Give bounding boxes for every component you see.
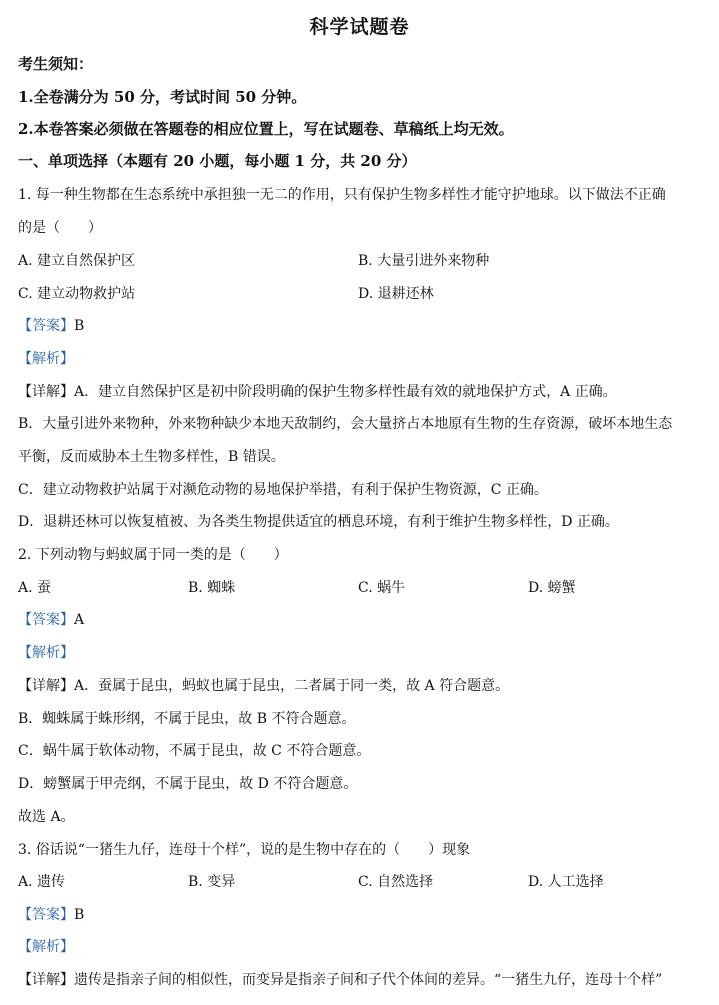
q3-detail-text: 遗传是指亲子间的相似性，而变异是指亲子间和子代个体间的差异。“一猪生九仔，连母十个样”	[74, 972, 663, 988]
q2-option-c: C. 蜗牛	[358, 580, 406, 596]
q2-option-d: D. 螃蟹	[528, 580, 576, 596]
q1-option-c: C. 建立动物救护站	[18, 286, 136, 302]
section-heading: 一、单项选择（本题有 20 小题，每小题 1 分，共 20 分）	[18, 152, 417, 170]
page-title: 科学试题卷	[309, 16, 410, 38]
q3-option-b: B. 变异	[188, 874, 236, 890]
q1-answer-tag: 【答案】	[18, 318, 74, 334]
q2-detail-a	[18, 676, 705, 696]
notice-item-2: 2.本卷答案必须做在答题卷的相应位置上，写在试题卷、草稿纸上均无效。	[18, 120, 514, 138]
q1-option-b: B. 大量引进外来物种	[358, 253, 490, 269]
q1-answer-row	[18, 316, 705, 336]
q1-detail-b-line-2: 平衡，反而威胁本土生物多样性，B 错误。	[18, 449, 285, 465]
q3-option-c: C. 自然选择	[358, 874, 434, 890]
q3-option-a: A. 遗传	[18, 874, 66, 890]
q3-answer-row	[18, 905, 705, 925]
q2-detail-d: D．螃蟹属于甲壳纲，不属于昆虫，故 D 不符合题意。	[18, 776, 358, 792]
q1-detail-tag: 【详解】	[18, 384, 74, 400]
q3-answer-value: B	[74, 907, 85, 923]
q2-answer-tag: 【答案】	[18, 612, 74, 628]
q2-detail-b: B．蜘蛛属于蛛形纲，不属于昆虫，故 B 不符合题意。	[18, 711, 356, 727]
q2-answer-value: A	[74, 612, 85, 628]
q2-conclusion: 故选 A。	[18, 809, 75, 825]
q2-analysis-tag: 【解析】	[18, 645, 74, 661]
q3-option-d: D. 人工选择	[528, 874, 604, 890]
q1-answer-value: B	[74, 318, 85, 334]
q3-detail	[18, 970, 705, 990]
q1-detail-c: C．建立动物救护站属于对濒危动物的易地保护举措，有利于保护生物资源，C 正确。	[18, 482, 548, 498]
q2-option-b: B. 蜘蛛	[188, 580, 236, 596]
q2-option-a: A. 蚕	[18, 580, 52, 596]
q2-detail-a-text: A．蚕属于昆虫，蚂蚁也属于昆虫，二者属于同一类，故 A 符合题意。	[74, 678, 510, 694]
q1-option-a: A. 建立自然保护区	[18, 253, 136, 269]
q2-answer-row	[18, 610, 705, 630]
q1-detail-a	[18, 382, 705, 402]
q2-detail-tag: 【详解】	[18, 678, 74, 694]
q1-detail-b-line-1: B．大量引进外来物种，外来物种缺少本地天敌制约，会大量挤占本地原有生物的生存资源，破坏本地生态	[18, 416, 673, 432]
q1-detail-a-text: A．建立自然保护区是初中阶段明确的保护生物多样性最有效的就地保护方式，A 正确。	[74, 384, 617, 400]
notice-item-1: 1.全卷满分为 50 分，考试时间 50 分钟。	[18, 88, 307, 106]
q1-stem-line-2: 的是（ ）	[18, 220, 102, 236]
q3-answer-tag: 【答案】	[18, 907, 74, 923]
q3-stem: 3. 俗话说“一猪生九仔，连母十个样”，说的是生物中存在的（ ）现象	[18, 842, 471, 858]
q3-detail-tag: 【详解】	[18, 972, 74, 988]
q1-detail-d: D．退耕还林可以恢复植被、为各类生物提供适宜的栖息环境，有利于维护生物多样性，D 正确。	[18, 514, 619, 530]
q1-analysis-tag: 【解析】	[18, 351, 74, 367]
q3-analysis-tag: 【解析】	[18, 939, 74, 955]
q2-detail-c: C．蜗牛属于软体动物，不属于昆虫，故 C 不符合题意。	[18, 743, 371, 759]
q1-stem-line-1: 1. 每一种生物都在生态系统中承担独一无二的作用，只有保护生物多样性才能守护地球。以下做法不正确	[18, 187, 666, 203]
q2-stem: 2. 下列动物与蚂蚁属于同一类的是（ ）	[18, 547, 288, 563]
q1-option-d: D. 退耕还林	[358, 286, 434, 302]
notice-heading: 考生须知：	[18, 55, 94, 73]
